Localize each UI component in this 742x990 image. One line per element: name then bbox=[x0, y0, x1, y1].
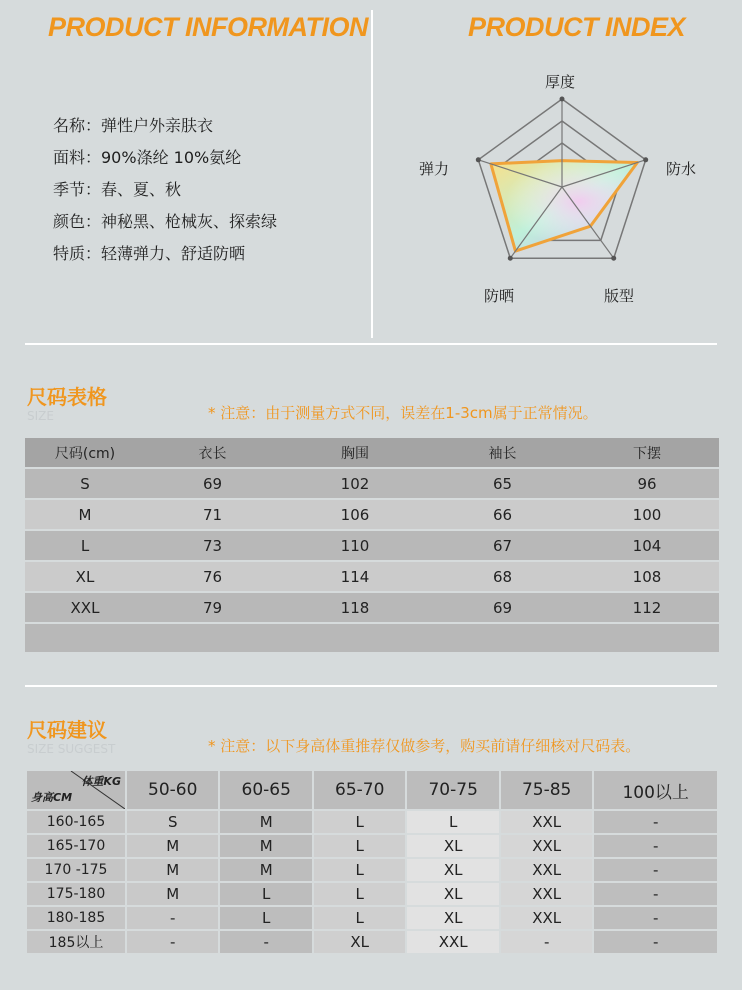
weight-col: 100以上 bbox=[593, 770, 718, 810]
size-chart-subtitle: SIZE bbox=[27, 409, 54, 423]
info-fabric: 面料：90%涤纶 10%氨纶 bbox=[53, 148, 242, 167]
radar-vertex bbox=[611, 256, 616, 261]
size-cell: L bbox=[219, 906, 312, 930]
hem-cell: 100 bbox=[575, 499, 719, 530]
size-cell: XL bbox=[313, 930, 406, 954]
size-cell: L bbox=[313, 834, 406, 858]
size-cell: L bbox=[219, 882, 312, 906]
corner-header bbox=[26, 770, 126, 810]
length-cell: 73 bbox=[145, 530, 280, 561]
col-size: 尺码(cm) bbox=[25, 438, 145, 468]
size-cell: XXL bbox=[500, 834, 593, 858]
size-suggest-table bbox=[25, 769, 719, 955]
size-cell: - bbox=[593, 882, 718, 906]
size-cell: L bbox=[313, 906, 406, 930]
hem-cell: 96 bbox=[575, 468, 719, 499]
weight-col: 50-60 bbox=[126, 770, 219, 810]
size-table bbox=[25, 438, 719, 652]
sleeve-cell: 68 bbox=[430, 561, 575, 592]
size-cell: XL bbox=[406, 906, 499, 930]
size-cell: M bbox=[126, 882, 219, 906]
hem-cell: 112 bbox=[575, 592, 719, 623]
corner-weight-label: 体重KG bbox=[81, 775, 121, 788]
radar-label-waterproof: 防水 bbox=[666, 160, 697, 178]
sleeve-cell: 66 bbox=[430, 499, 575, 530]
size-cell: - bbox=[126, 930, 219, 954]
size-cell: XXL bbox=[406, 930, 499, 954]
size-cell: M bbox=[126, 834, 219, 858]
height-cell: 170 -175 bbox=[26, 858, 126, 882]
size-cell: - bbox=[593, 930, 718, 954]
size-cell: M bbox=[219, 810, 312, 834]
size-cell: L bbox=[25, 530, 145, 561]
radar-label-fit: 版型 bbox=[604, 287, 635, 305]
sleeve-cell: 65 bbox=[430, 468, 575, 499]
radar-label-thickness: 厚度 bbox=[545, 73, 576, 91]
size-cell: L bbox=[313, 810, 406, 834]
chest-cell: 110 bbox=[280, 530, 430, 561]
table-row bbox=[26, 810, 718, 834]
hem-cell: 108 bbox=[575, 561, 719, 592]
vertical-divider bbox=[371, 10, 373, 338]
size-chart-title: 尺码表格 bbox=[27, 385, 107, 409]
size-cell: - bbox=[500, 930, 593, 954]
size-suggest-subtitle: SIZE SUGGEST bbox=[27, 742, 116, 756]
chest-cell: 118 bbox=[280, 592, 430, 623]
chest-cell: 102 bbox=[280, 468, 430, 499]
weight-col: 70-75 bbox=[406, 770, 499, 810]
product-index-heading: PRODUCT INDEX bbox=[468, 12, 686, 42]
weight-col: 75-85 bbox=[500, 770, 593, 810]
table-row bbox=[26, 930, 718, 954]
height-cell: 175-180 bbox=[26, 882, 126, 906]
table-row bbox=[25, 468, 719, 499]
size-cell: XXL bbox=[500, 882, 593, 906]
table-row bbox=[25, 530, 719, 561]
size-cell: S bbox=[25, 468, 145, 499]
info-color: 颜色：神秘黑、枪械灰、探索绿 bbox=[53, 212, 278, 231]
radar-vertex bbox=[643, 157, 648, 162]
height-cell: 185以上 bbox=[26, 930, 126, 954]
height-cell: 180-185 bbox=[26, 906, 126, 930]
product-information-heading: PRODUCT INFORMATION bbox=[48, 12, 368, 42]
size-cell: M bbox=[25, 499, 145, 530]
radar-vertex bbox=[508, 256, 513, 261]
height-cell: 165-170 bbox=[26, 834, 126, 858]
length-cell: 76 bbox=[145, 561, 280, 592]
size-suggest-note: * 注意：以下身高体重推荐仅做参考，购买前请仔细核对尺码表。 bbox=[208, 737, 641, 755]
size-cell: XL bbox=[406, 858, 499, 882]
size-cell: M bbox=[126, 858, 219, 882]
hem-cell: 104 bbox=[575, 530, 719, 561]
rec-table-header bbox=[26, 770, 718, 810]
size-cell: L bbox=[313, 882, 406, 906]
table-row bbox=[25, 592, 719, 623]
col-length: 衣长 bbox=[145, 438, 280, 468]
corner-height-label: 身高CM bbox=[31, 791, 73, 804]
size-cell: - bbox=[593, 858, 718, 882]
radar-vertex bbox=[560, 97, 565, 102]
size-cell: XL bbox=[406, 882, 499, 906]
table-row bbox=[25, 561, 719, 592]
col-sleeve: 袖长 bbox=[430, 438, 575, 468]
table-empty-row bbox=[25, 623, 719, 652]
length-cell: 71 bbox=[145, 499, 280, 530]
sleeve-cell: 69 bbox=[430, 592, 575, 623]
chest-cell: 114 bbox=[280, 561, 430, 592]
size-table-header bbox=[25, 438, 719, 468]
weight-col: 60-65 bbox=[219, 770, 312, 810]
section-divider bbox=[25, 343, 717, 345]
size-cell: XL bbox=[25, 561, 145, 592]
size-cell: XXL bbox=[25, 592, 145, 623]
sleeve-cell: 67 bbox=[430, 530, 575, 561]
size-cell: XXL bbox=[500, 810, 593, 834]
table-row bbox=[26, 858, 718, 882]
size-cell: - bbox=[126, 906, 219, 930]
radar-vertex bbox=[476, 157, 481, 162]
size-cell: - bbox=[593, 906, 718, 930]
size-cell: M bbox=[219, 858, 312, 882]
section-divider bbox=[25, 685, 717, 687]
size-suggest-title: 尺码建议 bbox=[27, 718, 107, 742]
info-season: 季节：春、夏、秋 bbox=[53, 180, 182, 199]
col-hem: 下摆 bbox=[575, 438, 719, 468]
height-cell: 160-165 bbox=[26, 810, 126, 834]
product-index-radar bbox=[470, 95, 660, 285]
table-row bbox=[25, 499, 719, 530]
table-row bbox=[26, 834, 718, 858]
weight-col: 65-70 bbox=[313, 770, 406, 810]
size-cell: XL bbox=[406, 834, 499, 858]
radar-label-sunproof: 防晒 bbox=[484, 287, 515, 305]
size-cell: L bbox=[313, 858, 406, 882]
col-chest: 胸围 bbox=[280, 438, 430, 468]
size-cell: XXL bbox=[500, 858, 593, 882]
size-cell: L bbox=[406, 810, 499, 834]
size-cell: S bbox=[126, 810, 219, 834]
info-feature: 特质：轻薄弹力、舒适防晒 bbox=[53, 244, 246, 263]
length-cell: 69 bbox=[145, 468, 280, 499]
size-cell: - bbox=[593, 810, 718, 834]
length-cell: 79 bbox=[145, 592, 280, 623]
size-cell: - bbox=[219, 930, 312, 954]
size-cell: M bbox=[219, 834, 312, 858]
info-name: 名称：弹性户外亲肤衣 bbox=[53, 116, 214, 135]
chest-cell: 106 bbox=[280, 499, 430, 530]
radar-label-elasticity: 弹力 bbox=[419, 160, 450, 178]
table-row bbox=[26, 882, 718, 906]
table-row bbox=[26, 906, 718, 930]
size-cell: XXL bbox=[500, 906, 593, 930]
size-chart-note: * 注意：由于测量方式不同，误差在1-3cm属于正常情况。 bbox=[208, 404, 598, 422]
size-cell: - bbox=[593, 834, 718, 858]
